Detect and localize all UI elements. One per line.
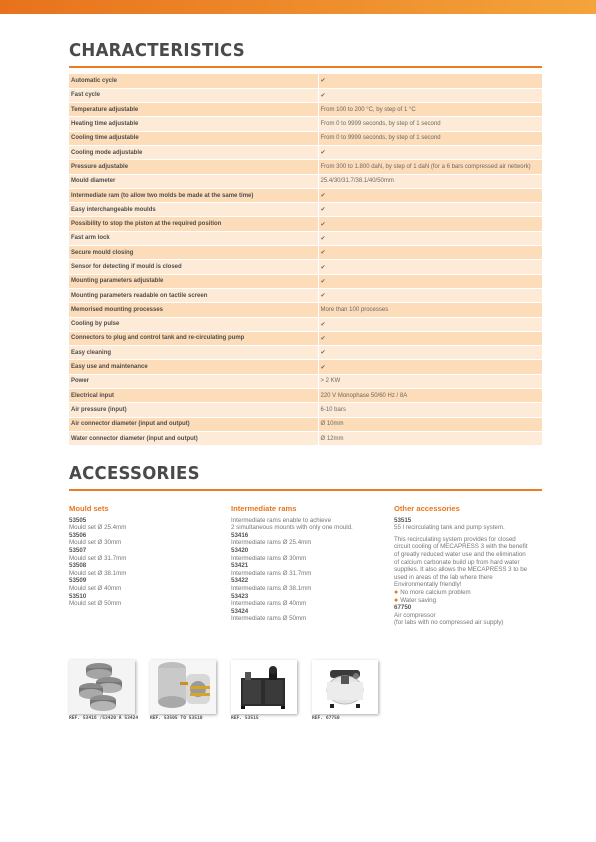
description-line: used in areas of the lab where there	[394, 573, 493, 581]
spec-row	[69, 231, 542, 245]
accessory-ref: 53506	[69, 531, 87, 539]
characteristics-table	[69, 74, 542, 446]
spec-label: Electrical input	[69, 389, 318, 403]
accessory-desc: Intermediate rams Ø 50mm	[231, 615, 307, 623]
benefit-item	[394, 589, 544, 597]
bullet-icon: ●	[394, 588, 401, 596]
spec-value: ✔	[318, 88, 542, 102]
description-line: of greatly reduced water use and the elimination	[394, 550, 526, 558]
spec-row	[69, 317, 542, 331]
spec-label: Cooling time adjustable	[69, 131, 318, 145]
photo-caption: REF. 53515	[231, 716, 259, 721]
accessory-desc: Mould set Ø 30mm	[69, 539, 122, 547]
spec-value: > 2 KW	[318, 374, 542, 388]
spec-row	[69, 417, 542, 431]
spec-row	[69, 174, 542, 188]
accessory-desc: Intermediate rams Ø 25.4mm	[231, 539, 312, 547]
description-line: circuit cooling of MECAPRESS 3 with the benefit	[394, 543, 528, 551]
spec-value: ✔	[318, 288, 542, 302]
benefit-text: Water saving	[400, 596, 437, 604]
spec-value: From 300 to 1.800 daN, by step of 1 daN (for a 6 bars compressed air network)	[318, 160, 542, 174]
accessory-ref: 53421	[231, 562, 249, 570]
spec-label: Possibility to stop the piston at the required position	[69, 217, 318, 231]
mould-sets-column	[69, 505, 219, 608]
spec-label: Power	[69, 374, 318, 388]
spec-value: ✔	[318, 260, 542, 274]
spec-label: Air connector diameter (input and output)	[69, 417, 318, 431]
spec-label: Fast arm lock	[69, 231, 318, 245]
accessory-desc: Mould set Ø 31.7mm	[69, 554, 127, 562]
spec-row	[69, 389, 542, 403]
spec-label: Sensor for detecting if mould is closed	[69, 260, 318, 274]
spec-row	[69, 74, 542, 88]
spec-value: From 0 to 9999 seconds, by step of 1 second	[318, 117, 542, 131]
accessory-ref: 53423	[231, 592, 249, 600]
spec-row	[69, 103, 542, 117]
description-line: supplies. It also allows the MECAPRESS 3 to be	[394, 566, 528, 574]
spec-row	[69, 331, 542, 345]
spec-row	[69, 145, 542, 159]
spec-value: Ø 12mm	[318, 431, 542, 445]
spec-row	[69, 374, 542, 388]
intermediate-rams-column	[231, 505, 386, 623]
accessory-ref: 53420	[231, 546, 249, 554]
photo-caption: REF. 53416 /53420 À 53424	[69, 716, 139, 721]
accessory-desc: Intermediate rams Ø 38.1mm	[231, 584, 312, 592]
accessory-ref: 53416	[231, 531, 249, 539]
spec-row	[69, 403, 542, 417]
spec-value: ✔	[318, 317, 542, 331]
spec-value: ✔	[318, 246, 542, 260]
spec-label: Temperature adjustable	[69, 103, 318, 117]
description-line: This recirculating system provides for closed	[394, 535, 516, 543]
spec-label: Air pressure (input)	[69, 403, 318, 417]
accessory-desc: Air compressor	[394, 611, 436, 619]
mould-sets-list	[69, 517, 219, 608]
description-line: Environmentally friendly!	[394, 581, 462, 589]
spec-label: Cooling by pulse	[69, 317, 318, 331]
recirculating-tank-photo	[231, 660, 297, 714]
accessory-desc: (for labs with no compressed air supply)	[394, 619, 504, 627]
accessory-desc: Mould set Ø 38.1mm	[69, 569, 127, 577]
spec-row	[69, 131, 542, 145]
intermediate-rams-intro-1: Intermediate rams enable to achieve	[231, 516, 332, 524]
intermediate-rams-list	[231, 532, 386, 623]
spec-label: Secure mould closing	[69, 246, 318, 260]
spec-row	[69, 88, 542, 102]
spec-label: Fast cycle	[69, 88, 318, 102]
recirculating-description	[394, 536, 544, 589]
accessory-ref: 53505	[69, 516, 87, 524]
spec-label: Mounting parameters adjustable	[69, 274, 318, 288]
accessory-ref: 53509	[69, 577, 87, 585]
spec-label: Easy cleaning	[69, 346, 318, 360]
spec-row	[69, 303, 542, 317]
spec-row	[69, 217, 542, 231]
photo-caption: REF. 67750	[312, 716, 340, 721]
spec-label: Easy interchangeable moulds	[69, 203, 318, 217]
benefit-text: No more calcium problem	[400, 588, 471, 596]
accessories-title: ACCESSORIES	[69, 463, 200, 484]
description-line: of calcium carbonate build up from hard water	[394, 558, 520, 566]
accessory-ref: 53424	[231, 607, 249, 615]
accessory-desc: Mould set Ø 25.4mm	[69, 524, 127, 532]
accessory-ref: 53515	[394, 516, 412, 524]
other-accessories-column	[394, 505, 544, 627]
accessory-ref: 53422	[231, 577, 249, 585]
accessories-rule	[69, 489, 542, 491]
spec-value: ✔	[318, 203, 542, 217]
spec-row	[69, 360, 542, 374]
accessory-ref: 53508	[69, 562, 87, 570]
characteristics-rule	[69, 66, 542, 68]
air-compressor-photo	[312, 660, 378, 714]
spec-row	[69, 203, 542, 217]
spec-value: ✔	[318, 145, 542, 159]
spec-value: 220 V Monophase 50/60 Hz / 8A	[318, 389, 542, 403]
spec-value: From 0 to 9999 seconds, by step of 1 second	[318, 131, 542, 145]
accessory-desc: Intermediate rams Ø 30mm	[231, 554, 307, 562]
intermediate-rams-photo	[69, 660, 135, 714]
spec-row	[69, 346, 542, 360]
spec-label: Connectors to plug and control tank and re-circulating pump	[69, 331, 318, 345]
other-accessories-heading: Other accessories	[394, 504, 460, 513]
spec-value: 6-10 bars	[318, 403, 542, 417]
spec-value: From 100 to 200 °C, by step of 1 °C	[318, 103, 542, 117]
intermediate-rams-heading: Intermediate rams	[231, 504, 297, 513]
spec-row	[69, 431, 542, 445]
spec-row	[69, 188, 542, 202]
spec-row	[69, 160, 542, 174]
spec-value: ✔	[318, 360, 542, 374]
spec-value: Ø 10mm	[318, 417, 542, 431]
spec-value: ✔	[318, 346, 542, 360]
spec-label: Mould diameter	[69, 174, 318, 188]
top-color-band	[0, 0, 596, 14]
mould-sets-heading: Mould sets	[69, 504, 109, 513]
benefits-list	[394, 589, 544, 604]
spec-value: ✔	[318, 274, 542, 288]
accessory-ref: 53507	[69, 546, 87, 554]
spec-label: Heating time adjustable	[69, 117, 318, 131]
characteristics-title: CHARACTERISTICS	[69, 40, 245, 61]
spec-value: 25.4/30/31.7/38.1/40/50mm	[318, 174, 542, 188]
photo-caption: REF. 53505 TO 53510	[150, 716, 203, 721]
bullet-icon: ●	[394, 596, 401, 604]
spec-label: Intermediate ram (to allow two molds be made at the same time)	[69, 188, 318, 202]
spec-row	[69, 288, 542, 302]
accessory-desc: Intermediate rams Ø 31.7mm	[231, 569, 312, 577]
spec-label: Pressure adjustable	[69, 160, 318, 174]
spec-value: ✔	[318, 74, 542, 88]
accessory-desc: Mould set Ø 50mm	[69, 600, 122, 608]
intermediate-rams-intro-2: 2 simultaneous mounts with only one mould.	[231, 524, 353, 532]
spec-value: More than 100 processes	[318, 303, 542, 317]
mould-sets-photo	[150, 660, 216, 714]
accessory-ref: 67750	[394, 604, 412, 612]
accessory-desc: Intermediate rams Ø 40mm	[231, 600, 307, 608]
spec-label: Easy use and maintenance	[69, 360, 318, 374]
spec-value: ✔	[318, 331, 542, 345]
accessory-desc: 55 l recirculating tank and pump system.	[394, 524, 505, 532]
spec-row	[69, 260, 542, 274]
spec-label: Mounting parameters readable on tactile screen	[69, 288, 318, 302]
accessory-desc: Mould set Ø 40mm	[69, 584, 122, 592]
spec-label: Cooling mode adjustable	[69, 145, 318, 159]
spec-value: ✔	[318, 231, 542, 245]
spec-value: ✔	[318, 217, 542, 231]
spec-value: ✔	[318, 188, 542, 202]
spec-label: Memorised mounting processes	[69, 303, 318, 317]
benefit-item	[394, 597, 544, 605]
spec-row	[69, 246, 542, 260]
accessory-ref: 53510	[69, 592, 87, 600]
spec-label: Automatic cycle	[69, 74, 318, 88]
spec-label: Water connector diameter (input and output)	[69, 431, 318, 445]
spec-row	[69, 117, 542, 131]
spec-row	[69, 274, 542, 288]
